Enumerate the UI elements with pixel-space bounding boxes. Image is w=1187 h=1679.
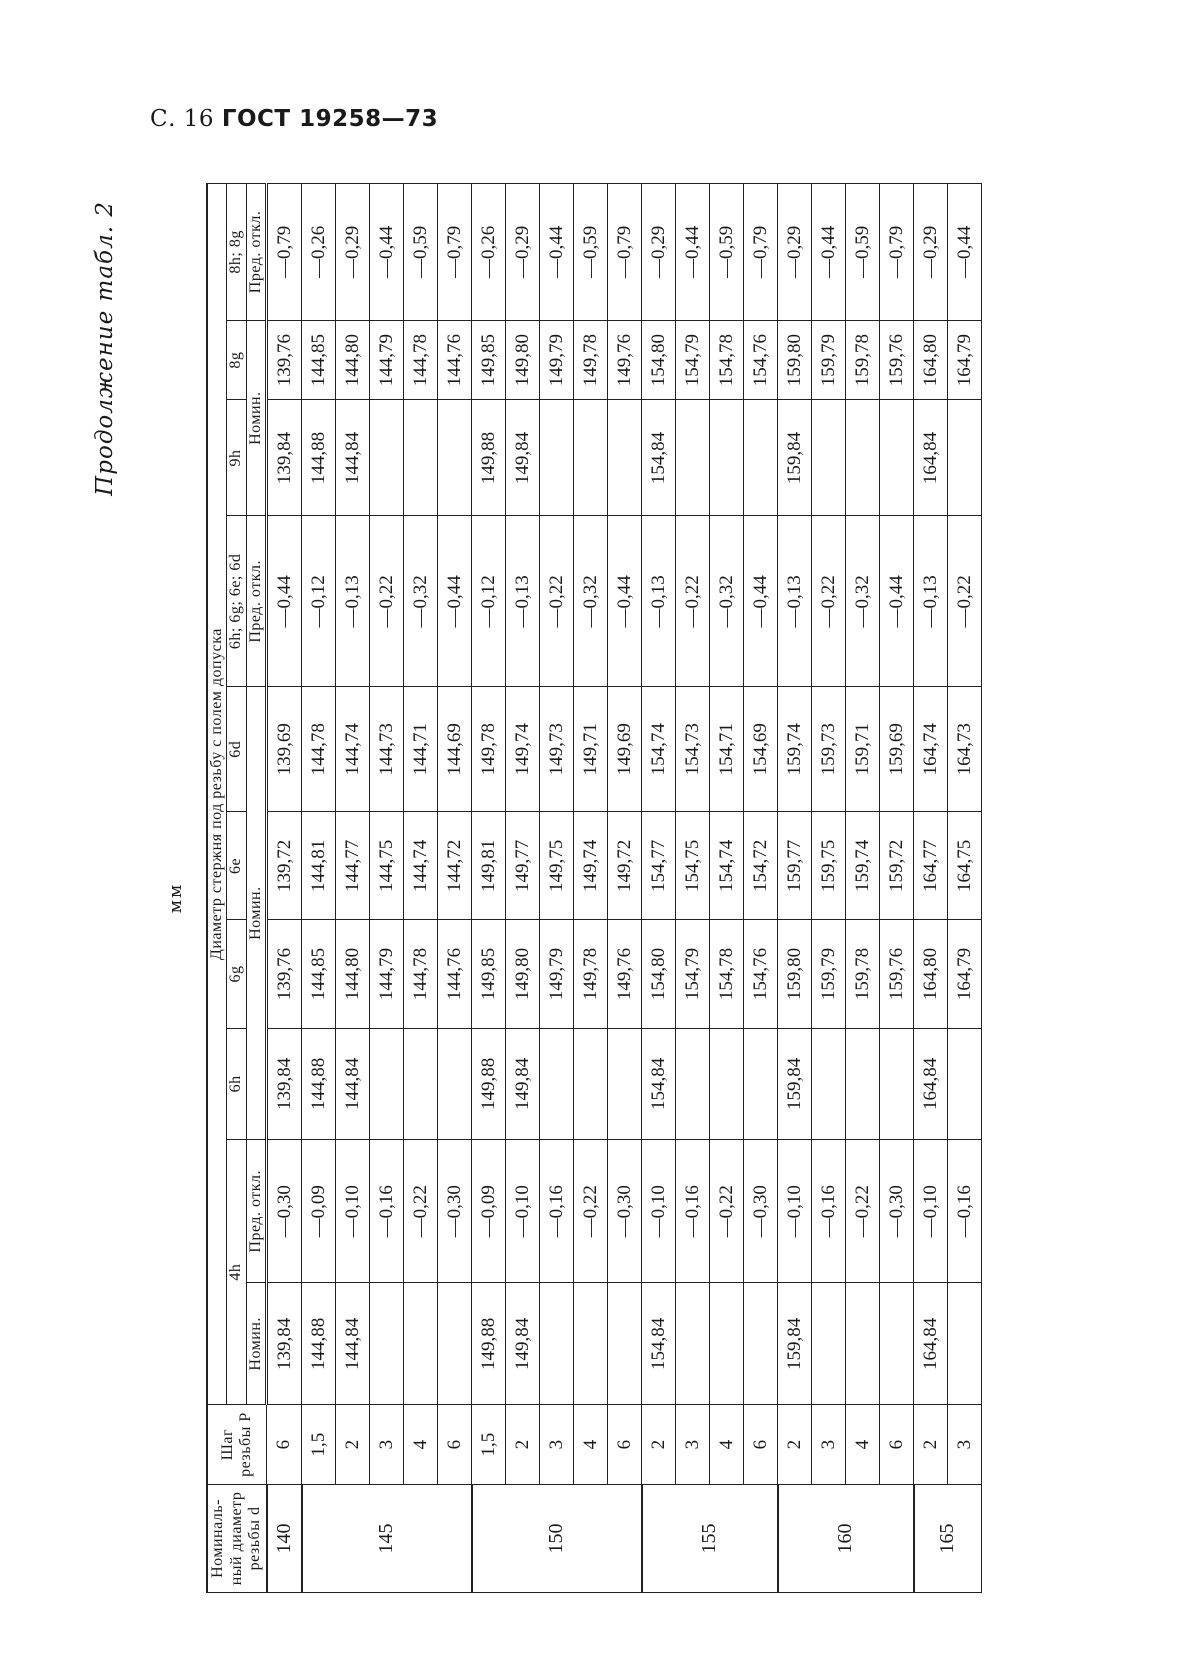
6h-nominal-cell (438, 1028, 472, 1140)
8g-value-cell: 154,79 (676, 320, 710, 400)
8g-value-cell: 159,80 (778, 320, 812, 400)
6e-value-cell: 144,81 (302, 812, 336, 920)
4h-deviation-cell: —0,30 (880, 1140, 914, 1283)
8g-value-cell: 144,76 (438, 320, 472, 400)
4h-deviation-cell: —0,22 (710, 1140, 744, 1283)
table-row (506, 184, 540, 1593)
8g-value-cell: 159,76 (880, 320, 914, 400)
8-deviation-cell: —0,79 (267, 184, 302, 321)
6-deviation-cell: —0,32 (710, 516, 744, 687)
6g-value-cell: 154,76 (744, 920, 778, 1028)
8g-value-cell: 144,85 (302, 320, 336, 400)
rotated-content (88, 173, 1088, 1623)
4h-nominal-cell (710, 1283, 744, 1405)
6e-value-cell: 154,74 (710, 812, 744, 920)
8g-value-cell: 149,76 (608, 320, 642, 400)
6g-value-cell: 139,76 (267, 920, 302, 1028)
8g-value-cell: 149,78 (574, 320, 608, 400)
table-row (472, 184, 506, 1593)
6e-value-cell: 159,75 (812, 812, 846, 920)
pitch-cell: 6 (880, 1405, 914, 1485)
6g-value-cell: 144,76 (438, 920, 472, 1028)
table-row (744, 184, 778, 1593)
table-row (336, 184, 370, 1593)
6e-value-cell: 164,77 (914, 812, 948, 920)
pitch-cell: 2 (642, 1405, 676, 1485)
pitch-cell: 6 (744, 1405, 778, 1485)
header-8h-8g: 8h; 8g (227, 184, 246, 321)
6d-value-cell: 164,73 (948, 687, 982, 812)
9h-nominal-cell: 164,84 (914, 400, 948, 516)
8-deviation-cell: —0,29 (778, 184, 812, 321)
pitch-cell: 2 (336, 1405, 370, 1485)
4h-nominal-cell: 164,84 (914, 1283, 948, 1405)
6d-value-cell: 159,69 (880, 687, 914, 812)
6d-value-cell: 149,73 (540, 687, 574, 812)
8g-value-cell: 164,80 (914, 320, 948, 400)
nominal-diameter-cell: 160 (778, 1484, 914, 1592)
8g-value-cell: 149,85 (472, 320, 506, 400)
8-deviation-cell: —0,59 (846, 184, 880, 321)
4h-deviation-cell: —0,16 (948, 1140, 982, 1283)
6g-value-cell: 159,78 (846, 920, 880, 1028)
6-deviation-cell: —0,13 (778, 516, 812, 687)
9h-nominal-cell (370, 400, 404, 516)
6d-value-cell: 159,74 (778, 687, 812, 812)
9h-nominal-cell (812, 400, 846, 516)
rotated-page-body (88, 173, 1088, 1623)
8-deviation-cell: —0,79 (880, 184, 914, 321)
table-row (846, 184, 880, 1593)
pitch-cell: 4 (404, 1405, 438, 1485)
6e-value-cell: 154,75 (676, 812, 710, 920)
6d-value-cell: 139,69 (267, 687, 302, 812)
4h-nominal-cell (540, 1283, 574, 1405)
6g-value-cell: 144,78 (404, 920, 438, 1028)
pitch-cell: 3 (370, 1405, 404, 1485)
4h-deviation-cell: —0,10 (778, 1140, 812, 1283)
4h-deviation-cell: —0,10 (506, 1140, 540, 1283)
6g-value-cell: 144,85 (302, 920, 336, 1028)
6h-nominal-cell (540, 1028, 574, 1140)
4h-nominal-cell (370, 1283, 404, 1405)
9h-nominal-cell (744, 400, 778, 516)
6-deviation-cell: —0,32 (404, 516, 438, 687)
pitch-cell: 3 (812, 1405, 846, 1485)
6h-nominal-cell (948, 1028, 982, 1140)
6h-nominal-cell (370, 1028, 404, 1140)
6g-value-cell: 149,79 (540, 920, 574, 1028)
6-deviation-cell: —0,13 (506, 516, 540, 687)
6h-nominal-cell (812, 1028, 846, 1140)
8-deviation-cell: —0,26 (302, 184, 336, 321)
8g-value-cell: 154,80 (642, 320, 676, 400)
9h-nominal-cell (574, 400, 608, 516)
6d-value-cell: 159,73 (812, 687, 846, 812)
6h-nominal-cell (846, 1028, 880, 1140)
6-deviation-cell: —0,12 (302, 516, 336, 687)
6e-value-cell: 149,81 (472, 812, 506, 920)
6h-nominal-cell (404, 1028, 438, 1140)
6d-value-cell: 149,71 (574, 687, 608, 812)
pitch-cell: 4 (710, 1405, 744, 1485)
4h-nominal-cell (948, 1283, 982, 1405)
8g-value-cell: 149,80 (506, 320, 540, 400)
table-row (812, 184, 846, 1593)
9h-nominal-cell: 139,84 (267, 400, 302, 516)
table-row (608, 184, 642, 1593)
pitch-cell: 1,5 (302, 1405, 336, 1485)
4h-nominal-cell: 154,84 (642, 1283, 676, 1405)
6h-nominal-cell (710, 1028, 744, 1140)
6h-nominal-cell: 144,84 (336, 1028, 370, 1140)
6g-value-cell: 149,80 (506, 920, 540, 1028)
8g-value-cell: 154,76 (744, 320, 778, 400)
8-deviation-cell: —0,44 (676, 184, 710, 321)
6-deviation-cell: —0,44 (744, 516, 778, 687)
8-deviation-cell: —0,79 (608, 184, 642, 321)
8g-value-cell: 159,78 (846, 320, 880, 400)
header-6h: 6h (227, 1028, 246, 1140)
9h-nominal-cell: 144,84 (336, 400, 370, 516)
9h-nominal-cell: 159,84 (778, 400, 812, 516)
4h-deviation-cell: —0,22 (846, 1140, 880, 1283)
4h-nominal-cell (404, 1283, 438, 1405)
6-deviation-cell: —0,44 (880, 516, 914, 687)
header-6e: 6e (227, 812, 246, 920)
6h-nominal-cell: 149,88 (472, 1028, 506, 1140)
4h-nominal-cell: 149,84 (506, 1283, 540, 1405)
6d-value-cell: 154,73 (676, 687, 710, 812)
6-deviation-cell: —0,13 (336, 516, 370, 687)
9h-nominal-cell (846, 400, 880, 516)
6g-value-cell: 159,79 (812, 920, 846, 1028)
page-number: С. 16 (150, 106, 214, 132)
8-deviation-cell: —0,59 (404, 184, 438, 321)
6e-value-cell: 144,75 (370, 812, 404, 920)
6-deviation-cell: —0,22 (812, 516, 846, 687)
6d-value-cell: 154,69 (744, 687, 778, 812)
6g-value-cell: 144,79 (370, 920, 404, 1028)
standard-number: ГОСТ 19258—73 (221, 106, 439, 132)
6-deviation-cell: —0,22 (540, 516, 574, 687)
pitch-cell: 2 (778, 1405, 812, 1485)
4h-deviation-cell: —0,10 (642, 1140, 676, 1283)
6d-value-cell: 149,69 (608, 687, 642, 812)
table-row (404, 184, 438, 1593)
header-8-nominal: Номин. (246, 320, 266, 516)
6e-value-cell: 139,72 (267, 812, 302, 920)
table-row (642, 184, 676, 1593)
6e-value-cell: 159,74 (846, 812, 880, 920)
6e-value-cell: 164,75 (948, 812, 982, 920)
6-deviation-cell: —0,44 (438, 516, 472, 687)
6e-value-cell: 149,72 (608, 812, 642, 920)
pitch-cell: 2 (506, 1405, 540, 1485)
4h-nominal-cell (676, 1283, 710, 1405)
header-tolerance-group: Диаметр стержня под резьбу с полем допуска (207, 184, 227, 1405)
header-6d: 6d (227, 687, 246, 812)
6e-value-cell: 154,72 (744, 812, 778, 920)
table-row (880, 184, 914, 1593)
6-deviation-cell: —0,22 (370, 516, 404, 687)
8g-value-cell: 164,79 (948, 320, 982, 400)
4h-deviation-cell: —0,16 (540, 1140, 574, 1283)
9h-nominal-cell (948, 400, 982, 516)
6e-value-cell: 159,77 (778, 812, 812, 920)
nominal-diameter-cell: 165 (914, 1484, 982, 1592)
6g-value-cell: 149,78 (574, 920, 608, 1028)
table-row (778, 184, 812, 1593)
8-deviation-cell: —0,59 (710, 184, 744, 321)
8-deviation-cell: —0,79 (438, 184, 472, 321)
6g-value-cell: 164,80 (914, 920, 948, 1028)
table-row (370, 184, 404, 1593)
6-deviation-cell: —0,44 (608, 516, 642, 687)
table-row (914, 184, 948, 1593)
pitch-cell: 6 (438, 1405, 472, 1485)
9h-nominal-cell: 149,88 (472, 400, 506, 516)
9h-nominal-cell (438, 400, 472, 516)
6d-value-cell: 144,73 (370, 687, 404, 812)
pitch-cell: 4 (846, 1405, 880, 1485)
6e-value-cell: 159,72 (880, 812, 914, 920)
8g-value-cell: 144,79 (370, 320, 404, 400)
6e-value-cell: 144,74 (404, 812, 438, 920)
nominal-diameter-cell: 140 (267, 1484, 302, 1592)
4h-deviation-cell: —0,30 (608, 1140, 642, 1283)
6d-value-cell: 144,74 (336, 687, 370, 812)
4h-deviation-cell: —0,30 (438, 1140, 472, 1283)
6g-value-cell: 159,76 (880, 920, 914, 1028)
4h-nominal-cell (438, 1283, 472, 1405)
6-deviation-cell: —0,22 (676, 516, 710, 687)
8-deviation-cell: —0,44 (812, 184, 846, 321)
6g-value-cell: 154,78 (710, 920, 744, 1028)
6g-value-cell: 154,79 (676, 920, 710, 1028)
8g-value-cell: 159,79 (812, 320, 846, 400)
4h-deviation-cell: —0,16 (812, 1140, 846, 1283)
header-8g: 8g (227, 320, 246, 400)
6h-nominal-cell: 154,84 (642, 1028, 676, 1140)
8-deviation-cell: —0,29 (336, 184, 370, 321)
table-row (540, 184, 574, 1593)
header-6h-6g-6e-6d: 6h; 6g; 6e; 6d (227, 516, 246, 687)
pitch-cell: 3 (948, 1405, 982, 1485)
4h-nominal-cell (574, 1283, 608, 1405)
pitch-cell: 6 (608, 1405, 642, 1485)
9h-nominal-cell (710, 400, 744, 516)
6g-value-cell: 144,80 (336, 920, 370, 1028)
4h-nominal-cell: 139,84 (267, 1283, 302, 1405)
table-row (710, 184, 744, 1593)
9h-nominal-cell (404, 400, 438, 516)
pitch-cell: 1,5 (472, 1405, 506, 1485)
table-row (676, 184, 710, 1593)
pitch-cell: 4 (574, 1405, 608, 1485)
4h-nominal-cell (812, 1283, 846, 1405)
8g-value-cell: 139,76 (267, 320, 302, 400)
6d-value-cell: 149,78 (472, 687, 506, 812)
6d-value-cell: 154,74 (642, 687, 676, 812)
8-deviation-cell: —0,44 (540, 184, 574, 321)
4h-nominal-cell: 149,88 (472, 1283, 506, 1405)
table-row (302, 184, 336, 1593)
8g-value-cell: 154,78 (710, 320, 744, 400)
6h-nominal-cell (880, 1028, 914, 1140)
pitch-cell: 2 (914, 1405, 948, 1485)
6-deviation-cell: —0,13 (914, 516, 948, 687)
header-4h-deviation: Пред. откл. (246, 1140, 266, 1283)
8-deviation-cell: —0,59 (574, 184, 608, 321)
pitch-cell: 3 (676, 1405, 710, 1485)
6e-value-cell: 149,75 (540, 812, 574, 920)
table-row (948, 184, 982, 1593)
table-row (574, 184, 608, 1593)
8-deviation-cell: —0,26 (472, 184, 506, 321)
6d-value-cell: 144,78 (302, 687, 336, 812)
8g-value-cell: 149,79 (540, 320, 574, 400)
6d-value-cell: 149,74 (506, 687, 540, 812)
8-deviation-cell: —0,44 (370, 184, 404, 321)
header-pitch: Шаг резьбы P (207, 1405, 267, 1485)
6h-nominal-cell: 164,84 (914, 1028, 948, 1140)
header-6-deviation: Пред. откл. (246, 516, 266, 687)
8-deviation-cell: —0,29 (506, 184, 540, 321)
table-body (267, 184, 982, 1593)
4h-nominal-cell: 144,84 (336, 1283, 370, 1405)
6e-value-cell: 154,77 (642, 812, 676, 920)
header-4h: 4h (227, 1140, 246, 1405)
8-deviation-cell: —0,79 (744, 184, 778, 321)
4h-nominal-cell (608, 1283, 642, 1405)
6e-value-cell: 144,72 (438, 812, 472, 920)
6d-value-cell: 164,74 (914, 687, 948, 812)
page-header (150, 106, 438, 132)
4h-nominal-cell (880, 1283, 914, 1405)
6d-value-cell: 144,71 (404, 687, 438, 812)
4h-deviation-cell: —0,16 (676, 1140, 710, 1283)
4h-nominal-cell (846, 1283, 880, 1405)
6g-value-cell: 149,85 (472, 920, 506, 1028)
6h-nominal-cell: 139,84 (267, 1028, 302, 1140)
6-deviation-cell: —0,22 (948, 516, 982, 687)
4h-nominal-cell: 159,84 (778, 1283, 812, 1405)
6h-nominal-cell (744, 1028, 778, 1140)
6-deviation-cell: —0,32 (846, 516, 880, 687)
8-deviation-cell: —0,44 (948, 184, 982, 321)
header-4h-nominal: Номин. (246, 1283, 266, 1405)
9h-nominal-cell (608, 400, 642, 516)
6g-value-cell: 149,76 (608, 920, 642, 1028)
6h-nominal-cell: 159,84 (778, 1028, 812, 1140)
6h-nominal-cell: 144,88 (302, 1028, 336, 1140)
table-caption: Продолжение табл. 2 (92, 201, 118, 496)
6-deviation-cell: —0,13 (642, 516, 676, 687)
6-deviation-cell: —0,32 (574, 516, 608, 687)
header-6-nominal: Номин. (246, 687, 266, 1140)
9h-nominal-cell: 149,84 (506, 400, 540, 516)
6e-value-cell: 149,77 (506, 812, 540, 920)
8-deviation-cell: —0,29 (642, 184, 676, 321)
4h-deviation-cell: —0,30 (267, 1140, 302, 1283)
6d-value-cell: 154,71 (710, 687, 744, 812)
6h-nominal-cell (608, 1028, 642, 1140)
header-8-deviation: Пред. откл. (246, 184, 266, 321)
6-deviation-cell: —0,44 (267, 516, 302, 687)
pitch-cell: 6 (267, 1405, 302, 1485)
4h-deviation-cell: —0,09 (472, 1140, 506, 1283)
header-9h: 9h (227, 400, 246, 516)
nominal-diameter-cell: 155 (642, 1484, 778, 1592)
9h-nominal-cell (676, 400, 710, 516)
header-6g: 6g (227, 920, 246, 1028)
9h-nominal-cell: 144,88 (302, 400, 336, 516)
4h-deviation-cell: —0,30 (744, 1140, 778, 1283)
6d-value-cell: 159,71 (846, 687, 880, 812)
nominal-diameter-cell: 145 (302, 1484, 472, 1592)
6h-nominal-cell: 149,84 (506, 1028, 540, 1140)
8g-value-cell: 144,80 (336, 320, 370, 400)
4h-deviation-cell: —0,10 (336, 1140, 370, 1283)
4h-nominal-cell (744, 1283, 778, 1405)
6g-value-cell: 159,80 (778, 920, 812, 1028)
4h-deviation-cell: —0,22 (574, 1140, 608, 1283)
nominal-diameter-cell: 150 (472, 1484, 642, 1592)
4h-deviation-cell: —0,09 (302, 1140, 336, 1283)
4h-deviation-cell: —0,16 (370, 1140, 404, 1283)
6g-value-cell: 154,80 (642, 920, 676, 1028)
table-row (267, 184, 302, 1593)
pitch-cell: 3 (540, 1405, 574, 1485)
6h-nominal-cell (574, 1028, 608, 1140)
6e-value-cell: 149,74 (574, 812, 608, 920)
4h-deviation-cell: —0,22 (404, 1140, 438, 1283)
4h-deviation-cell: —0,10 (914, 1140, 948, 1283)
6g-value-cell: 164,79 (948, 920, 982, 1028)
6-deviation-cell: —0,12 (472, 516, 506, 687)
6h-nominal-cell (676, 1028, 710, 1140)
table-row (438, 184, 472, 1593)
8g-value-cell: 144,78 (404, 320, 438, 400)
8-deviation-cell: —0,29 (914, 184, 948, 321)
thread-diameter-table (206, 183, 982, 1593)
4h-nominal-cell: 144,88 (302, 1283, 336, 1405)
6e-value-cell: 144,77 (336, 812, 370, 920)
9h-nominal-cell (540, 400, 574, 516)
9h-nominal-cell: 154,84 (642, 400, 676, 516)
header-nominal-diameter: Номиналь-ный диаметр резьбы d (207, 1484, 267, 1592)
units-label: мм (166, 882, 186, 914)
6d-value-cell: 144,69 (438, 687, 472, 812)
9h-nominal-cell (880, 400, 914, 516)
